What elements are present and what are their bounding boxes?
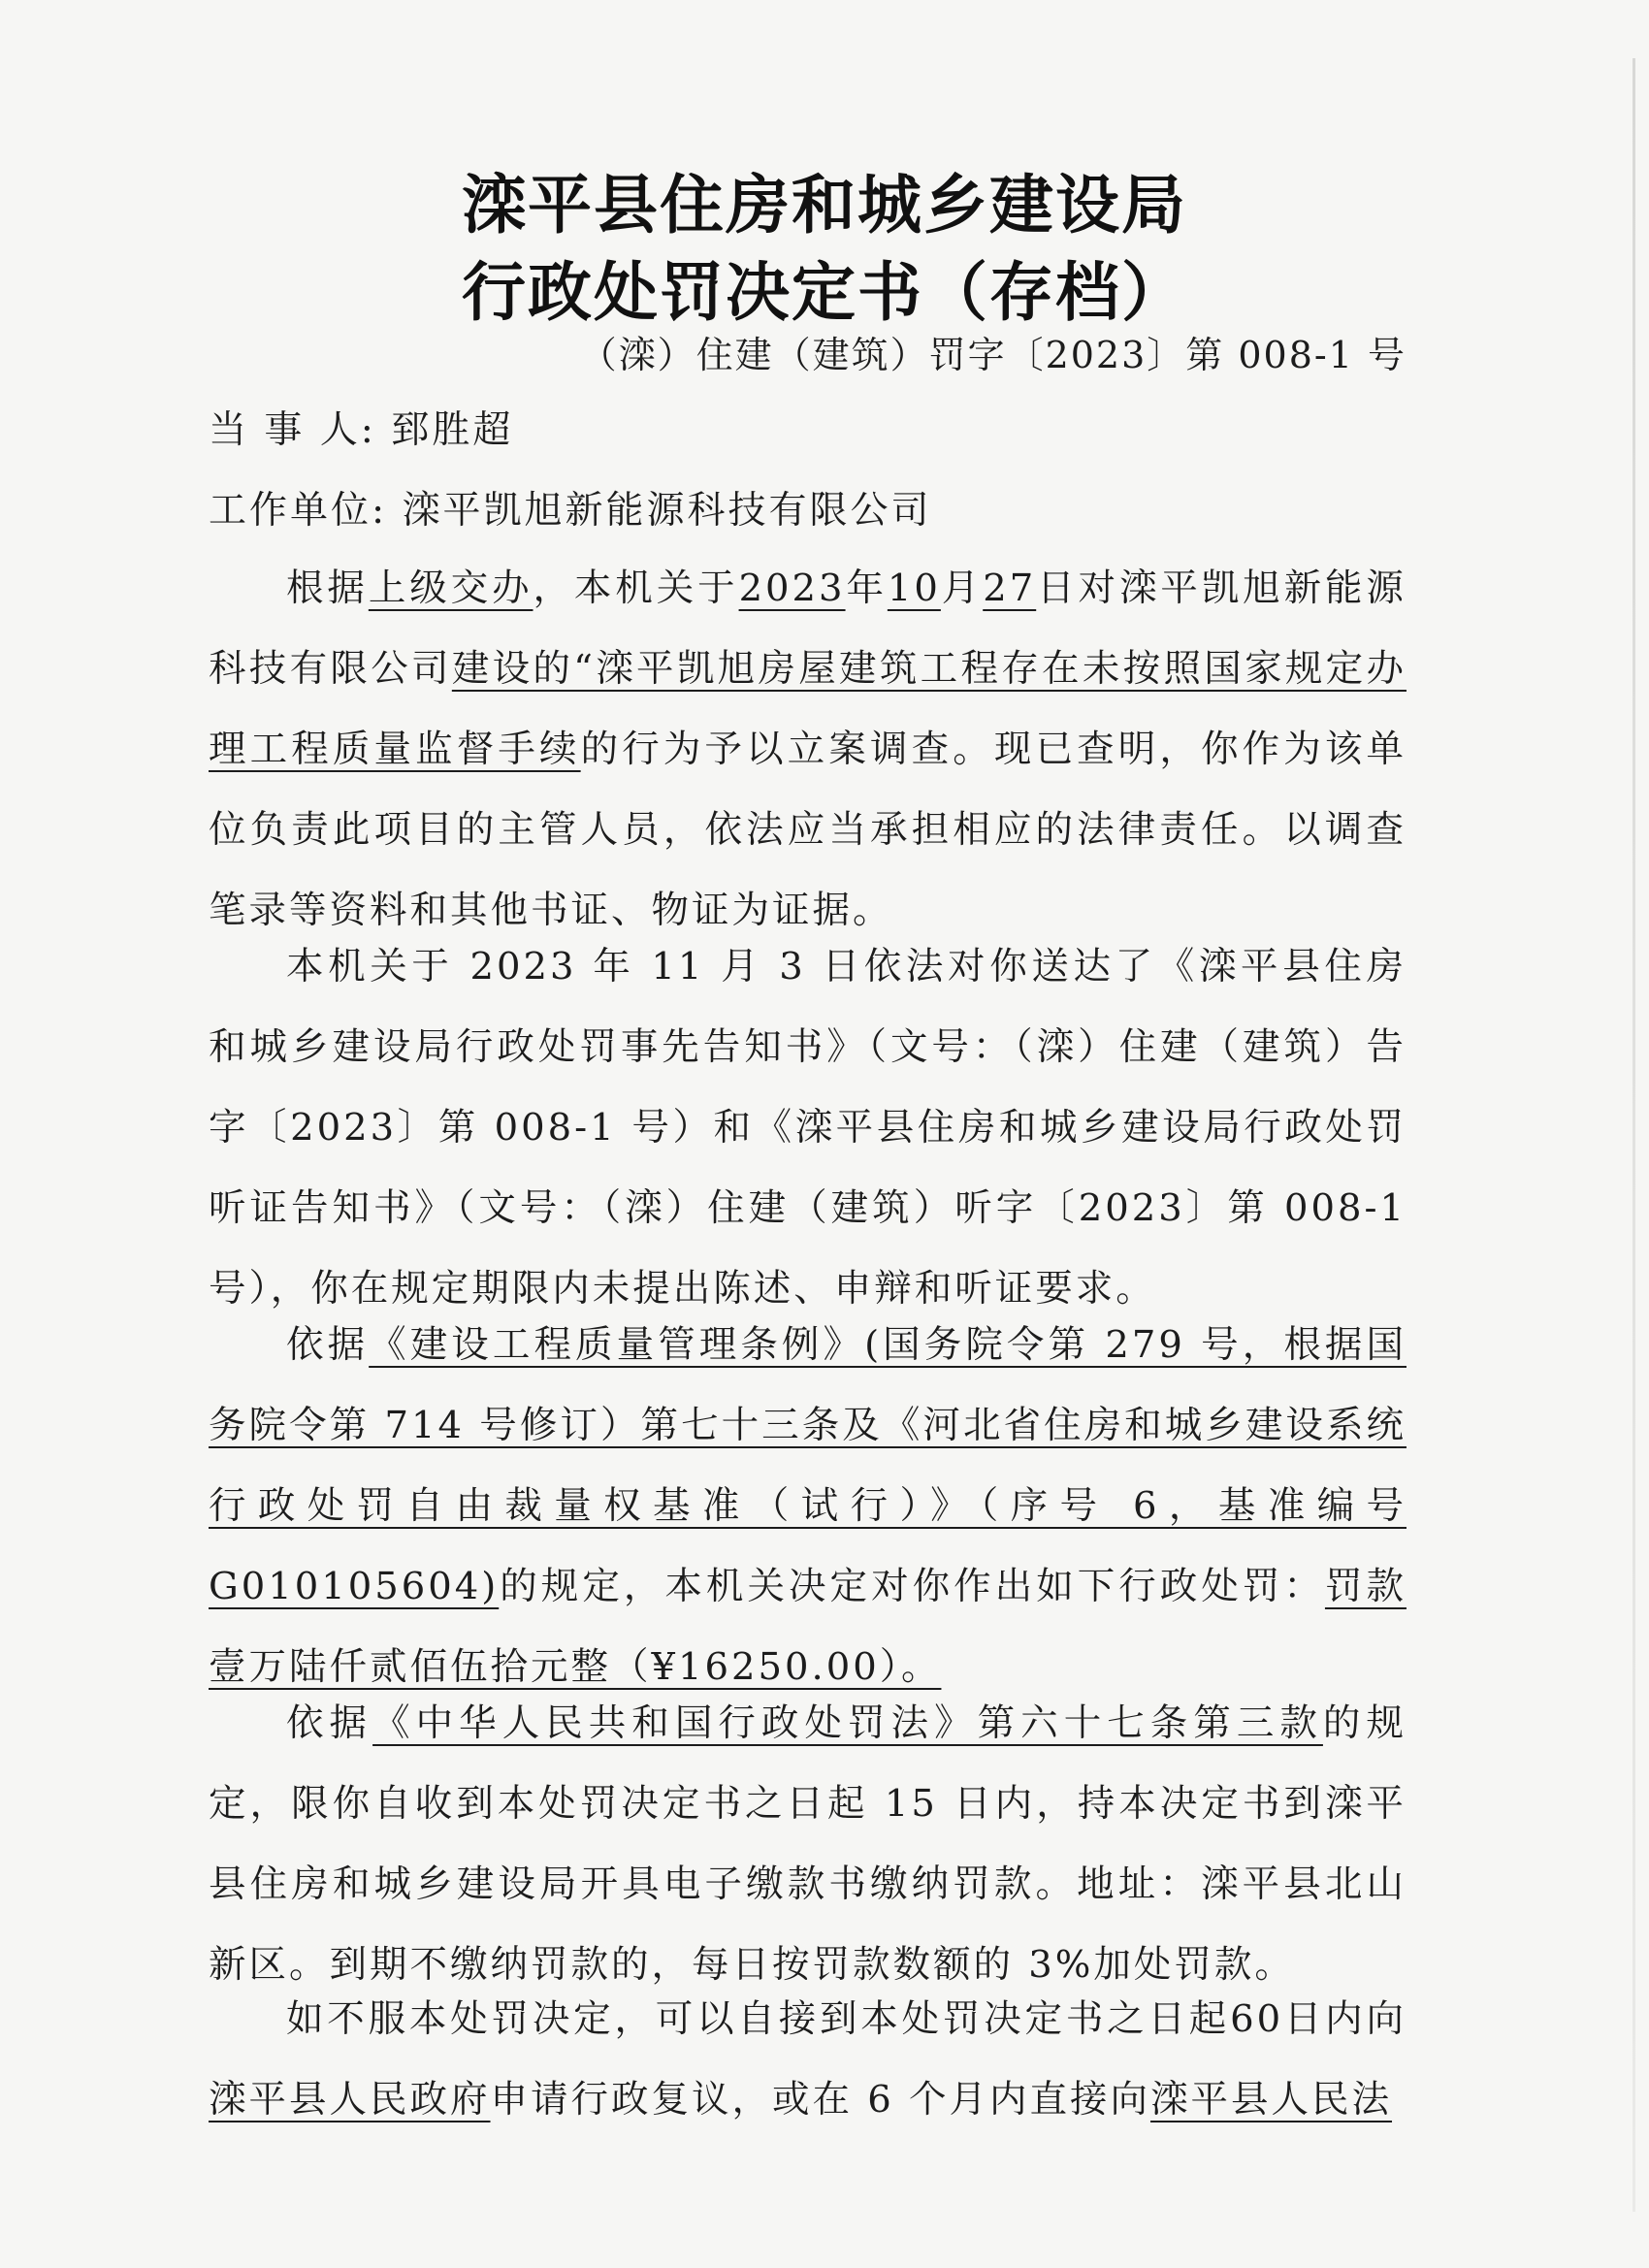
party-name-label: 当 事 人: bbox=[209, 408, 376, 452]
document-number: （滦）住建（建筑）罚字〔2023〕第 008-1 号 bbox=[579, 334, 1406, 376]
penalty-amount: 罚款壹万陆仟贰佰伍拾元整（¥16250.00）。 bbox=[209, 1565, 1406, 1689]
penalty-law: 《中华人民共和国行政处罚法》第六十七条第三款 bbox=[372, 1701, 1323, 1745]
party-unit-label: 工作单位: bbox=[209, 489, 388, 533]
paragraph-notification: 本机关于 2023 年 11 月 3 日依法对你送达了《滦平县住房和城乡建设局行政处罚事先告知书》（文号：（滦）住建（建筑）告字〔2023〕第 008-1 号）和《滦平县住房和城乡建设局行政处罚听证告知书》（文号：（滦）住建（建筑）听字〔2023〕第 008-1 号），你在规定期限内未提出陈述、申辩和听证要求。 bbox=[209, 945, 1406, 1311]
page-edge-shadow bbox=[1633, 58, 1635, 2212]
paragraph-investigation: 根据上级交办，本机关于2023年10月27日对滦平凯旭新能源科技有限公司建设的“滦平凯旭房屋建筑工程存在未按照国家规定办理工程质量监督手续的行为予以立案调查。现已查明，你作为该单位负责此项目的主管人员，依法应当承担相应的法律责任。以调查笔录等资料和其他书证、物证为证据。 bbox=[209, 567, 1406, 932]
party-name-row bbox=[209, 400, 513, 454]
party-unit-row bbox=[209, 480, 932, 535]
case-year: 2023 bbox=[738, 567, 846, 610]
case-source: 上级交办 bbox=[368, 567, 534, 610]
court-name: 滦平县人民法 bbox=[1150, 2078, 1393, 2122]
document-title-line1: 滦平县住房和城乡建设局 bbox=[462, 168, 1187, 243]
document-title-line2: 行政处罚决定书（存档） bbox=[462, 255, 1187, 330]
party-name-value: 郅胜超 bbox=[391, 408, 514, 452]
legal-basis: 《建设工程质量管理条例》(国务院令第 279 号，根据国务院令第 714 号修订）第七十三条及《河北省住房和城乡建设系统行政处罚自由裁量权基准（试行）》（序号 6，基准编号 G010105604) bbox=[209, 1323, 1406, 1608]
paragraph-penalty-decision: 依据《建设工程质量管理条例》(国务院令第 279 号，根据国务院令第 714 号修订）第七十三条及《河北省住房和城乡建设系统行政处罚自由裁量权基准（试行）》（序号 6，基准编号 G010105604)的规定，本机关决定对你作出如下行政处罚：罚款壹万陆仟贰佰伍拾元整（¥16250.00）。 bbox=[209, 1323, 1406, 1689]
violation-description: 建设的“滦平凯旭房屋建筑工程存在未按照国家规定办理工程质量监督手续 bbox=[209, 647, 1406, 771]
case-day: 27 bbox=[983, 567, 1037, 610]
paragraph-payment: 依据《中华人民共和国行政处罚法》第六十七条第三款的规定，限你自收到本处罚决定书之日起 15 日内，持本决定书到滦平县住房和城乡建设局开具电子缴款书缴纳罚款。地址：滦平县北山新区。到期不缴纳罚款的，每日按罚款数额的 3%加处罚款。 bbox=[209, 1701, 1406, 1987]
review-authority: 滦平县人民政府 bbox=[209, 2078, 491, 2122]
paragraph-appeal: 如不服本处罚决定，可以自接到本处罚决定书之日起60日内向滦平县人民政府申请行政复议，或在 6 个月内直接向滦平县人民法 bbox=[209, 1997, 1406, 2122]
case-month: 10 bbox=[887, 567, 941, 610]
party-unit-value: 滦平凯旭新能源科技有限公司 bbox=[402, 489, 932, 533]
